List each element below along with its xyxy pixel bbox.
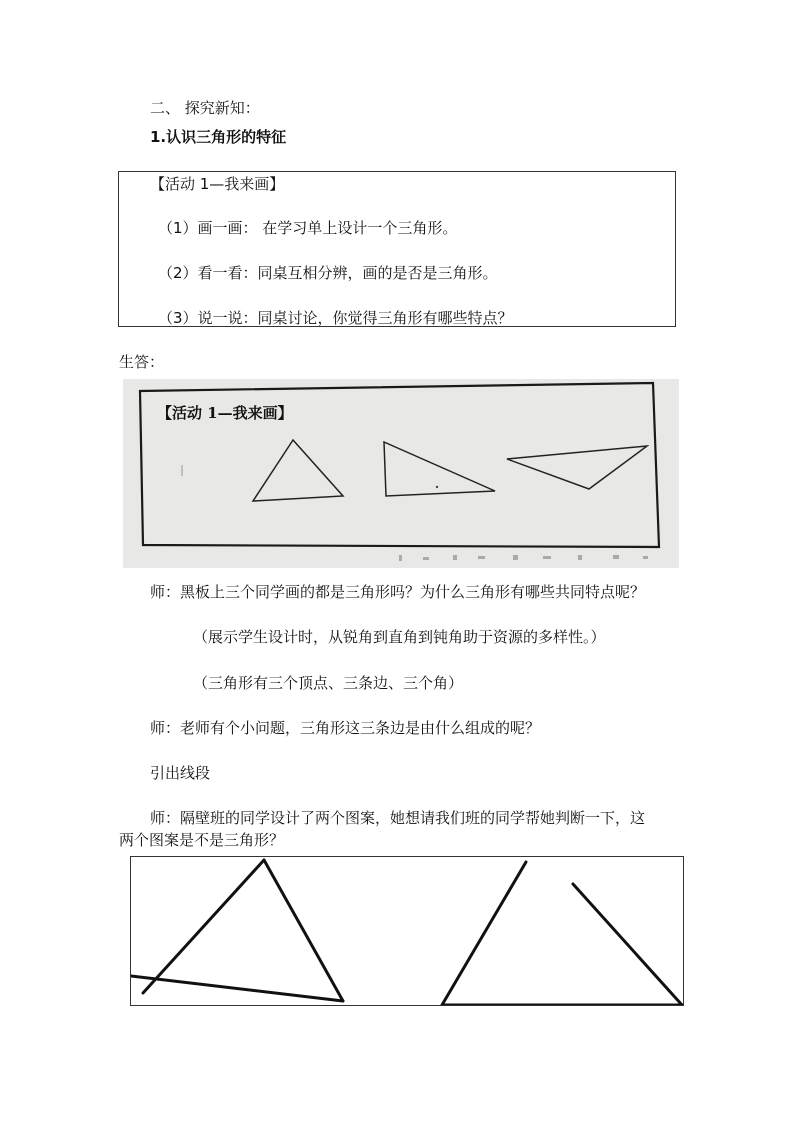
pattern-2-open-lines — [442, 862, 682, 1005]
pattern-figure-box — [130, 856, 684, 1006]
activity-item-1: （1）画一画： 在学习单上设计一个三角形。 — [158, 219, 458, 237]
pattern-figure — [131, 857, 684, 1006]
paragraph-teacher-question-2: 师：老师有个小问题，三角形这三条边是由什么组成的呢？ — [150, 719, 541, 737]
pattern-1-crossing-lines — [131, 860, 343, 1001]
student-answer-label: 生答： — [119, 353, 165, 371]
section-heading: 二、 探究新知： — [150, 99, 260, 117]
paragraph-note-1: （展示学生设计时，从锐角到直角到钝角助于资源的多样性。） — [193, 628, 606, 646]
activity-item-2: （2）看一看：同桌互相分辨，画的是否是三角形。 — [158, 264, 498, 282]
paragraph-teacher-question-1: 师：黑板上三个同学画的都是三角形吗？为什么三角形有哪些共同特点呢？ — [150, 583, 646, 601]
activity-title: 【活动 1—我来画】 — [150, 175, 285, 193]
photo-title: 【活动 1—我来画】 — [157, 404, 293, 422]
student-drawing-photo — [123, 379, 679, 568]
paragraph-lead-in: 引出线段 — [150, 764, 211, 782]
subheading: 1.认识三角形的特征 — [150, 128, 287, 146]
question-line-1: 师：隔壁班的同学设计了两个图案，她想请我们班的同学帮她判断一下，这 — [150, 809, 646, 827]
activity-box — [118, 171, 676, 327]
question-line-2: 两个图案是不是三角形？ — [119, 831, 285, 849]
activity-item-3: （3）说一说：同桌讨论，你觉得三角形有哪些特点？ — [158, 309, 513, 327]
paragraph-note-2: （三角形有三个顶点、三条边、三个角） — [193, 674, 464, 692]
